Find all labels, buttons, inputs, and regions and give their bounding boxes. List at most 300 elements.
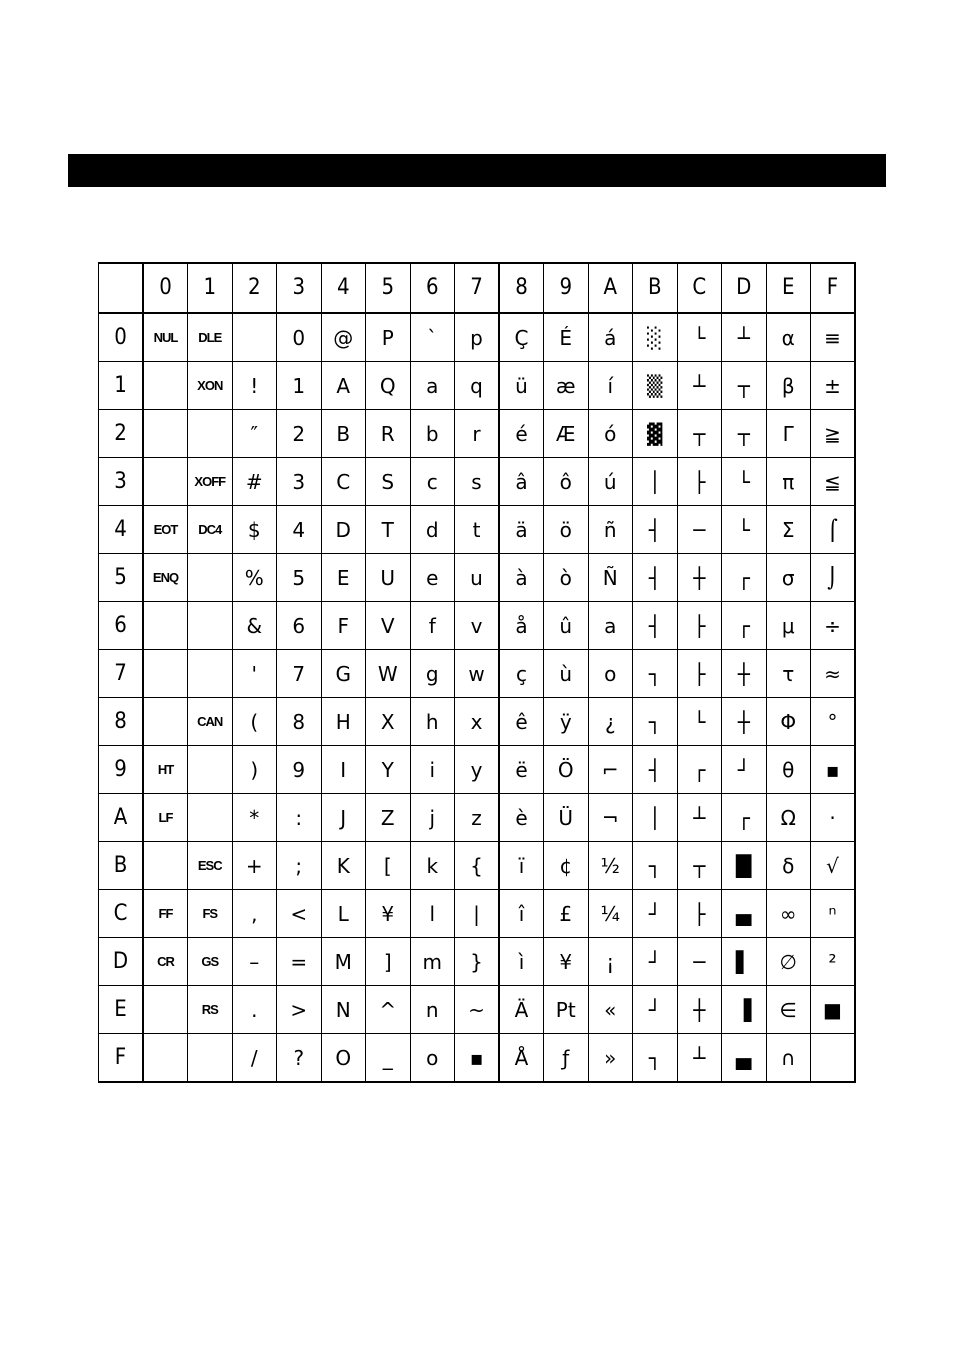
row-header: 4 — [99, 506, 144, 554]
char-cell: » — [588, 1034, 633, 1083]
char-cell: ┼ — [722, 698, 767, 746]
char-cell: L — [321, 890, 366, 938]
char-cell: ! — [232, 362, 277, 410]
char-cell: 0 — [277, 313, 322, 362]
char-cell: ├ — [677, 890, 722, 938]
char-cell: É — [544, 313, 589, 362]
char-cell: Z — [366, 794, 411, 842]
table-row — [99, 890, 856, 938]
char-cell: ° — [811, 698, 856, 746]
char-cell: ┴ — [677, 794, 722, 842]
char-cell: V — [366, 602, 411, 650]
char-cell: ▓ — [633, 410, 678, 458]
character-code-table — [98, 262, 856, 1083]
char-cell: Q — [366, 362, 411, 410]
corner-cell — [99, 263, 144, 313]
char-cell: B — [321, 410, 366, 458]
char-cell: j — [410, 794, 455, 842]
char-cell — [188, 554, 233, 602]
char-cell — [143, 410, 188, 458]
char-cell: ┼ — [677, 554, 722, 602]
char-cell: ▒ — [633, 362, 678, 410]
char-cell: ÿ — [544, 698, 589, 746]
char-cell: ¿ — [588, 698, 633, 746]
char-cell: X — [366, 698, 411, 746]
table-row — [99, 458, 856, 506]
char-cell: / — [232, 1034, 277, 1083]
char-cell: ` — [410, 313, 455, 362]
char-cell: DLE — [188, 313, 233, 362]
char-cell: ┘ — [633, 938, 678, 986]
char-cell: GS — [188, 938, 233, 986]
char-cell: ├ — [677, 458, 722, 506]
char-cell: ┘ — [722, 746, 767, 794]
column-header: 8 — [499, 263, 544, 313]
char-cell: LF — [143, 794, 188, 842]
char-cell: ┬ — [722, 410, 767, 458]
char-cell: P — [366, 313, 411, 362]
column-header: 1 — [188, 263, 233, 313]
char-cell: U — [366, 554, 411, 602]
char-cell: * — [232, 794, 277, 842]
char-cell: & — [232, 602, 277, 650]
char-cell — [143, 602, 188, 650]
char-cell: ⌐ — [588, 746, 633, 794]
char-cell: ░ — [633, 313, 678, 362]
char-cell: ∩ — [766, 1034, 811, 1083]
char-cell: ┤ — [633, 554, 678, 602]
char-cell: x — [455, 698, 500, 746]
char-cell: ┐ — [633, 842, 678, 890]
char-cell: │ — [633, 794, 678, 842]
char-cell: H — [321, 698, 366, 746]
char-cell: W — [366, 650, 411, 698]
char-cell: å — [499, 602, 544, 650]
char-cell: f — [410, 602, 455, 650]
char-cell: ─ — [677, 938, 722, 986]
char-cell — [232, 313, 277, 362]
char-cell: ┴ — [677, 1034, 722, 1083]
char-cell: ┌ — [722, 554, 767, 602]
char-cell: Å — [499, 1034, 544, 1083]
char-cell: < — [277, 890, 322, 938]
char-cell: è — [499, 794, 544, 842]
char-cell: u — [455, 554, 500, 602]
column-header: 9 — [544, 263, 589, 313]
table-row — [99, 506, 856, 554]
char-cell: XOFF — [188, 458, 233, 506]
column-header: 7 — [455, 263, 500, 313]
row-header: B — [99, 842, 144, 890]
char-cell: – — [232, 938, 277, 986]
table-row — [99, 313, 856, 362]
char-cell: ê — [499, 698, 544, 746]
char-cell: ² — [811, 938, 856, 986]
char-cell: ■ — [811, 986, 856, 1034]
char-cell: J — [321, 794, 366, 842]
char-cell — [188, 650, 233, 698]
char-cell: └ — [722, 506, 767, 554]
char-cell: £ — [544, 890, 589, 938]
char-cell: ≧ — [811, 410, 856, 458]
char-cell: ÷ — [811, 602, 856, 650]
char-cell: └ — [722, 458, 767, 506]
char-cell: c — [410, 458, 455, 506]
char-cell: t — [455, 506, 500, 554]
char-cell: ┴ — [722, 313, 767, 362]
char-cell: ┘ — [633, 986, 678, 1034]
char-cell: ~ — [455, 986, 500, 1034]
char-cell: ¥ — [366, 890, 411, 938]
char-cell: ▪ — [811, 746, 856, 794]
char-cell: T — [366, 506, 411, 554]
char-cell — [143, 986, 188, 1034]
char-cell: XON — [188, 362, 233, 410]
table-row — [99, 554, 856, 602]
char-cell: a — [410, 362, 455, 410]
char-cell: A — [321, 362, 366, 410]
char-cell: o — [410, 1034, 455, 1083]
table-row — [99, 650, 856, 698]
column-header: 3 — [277, 263, 322, 313]
char-cell: ½ — [588, 842, 633, 890]
char-cell: F — [321, 602, 366, 650]
char-cell — [143, 698, 188, 746]
char-cell: ì — [499, 938, 544, 986]
char-cell: Æ — [544, 410, 589, 458]
char-cell: ├ — [677, 602, 722, 650]
char-cell — [143, 458, 188, 506]
char-cell: ) — [232, 746, 277, 794]
table-row — [99, 842, 856, 890]
char-cell — [188, 794, 233, 842]
char-cell: ▐ — [722, 986, 767, 1034]
char-cell: CAN — [188, 698, 233, 746]
row-header: 3 — [99, 458, 144, 506]
char-cell: C — [321, 458, 366, 506]
char-cell: v — [455, 602, 500, 650]
char-cell: ▪ — [455, 1034, 500, 1083]
table-row — [99, 698, 856, 746]
char-cell: N — [321, 986, 366, 1034]
char-cell: % — [232, 554, 277, 602]
char-cell: FF — [143, 890, 188, 938]
row-header: 9 — [99, 746, 144, 794]
char-cell: h — [410, 698, 455, 746]
char-cell: â — [499, 458, 544, 506]
char-cell: RS — [188, 986, 233, 1034]
char-cell: æ — [544, 362, 589, 410]
char-cell: Ç — [499, 313, 544, 362]
char-cell: g — [410, 650, 455, 698]
char-cell: ∞ — [766, 890, 811, 938]
char-cell: l — [410, 890, 455, 938]
table-row — [99, 938, 856, 986]
char-cell: O — [321, 1034, 366, 1083]
char-cell: é — [499, 410, 544, 458]
char-cell: 5 — [277, 554, 322, 602]
char-cell: 8 — [277, 698, 322, 746]
char-cell: : — [277, 794, 322, 842]
char-cell: β — [766, 362, 811, 410]
char-cell: ô — [544, 458, 589, 506]
char-cell: EOT — [143, 506, 188, 554]
row-header: F — [99, 1034, 144, 1083]
char-cell: q — [455, 362, 500, 410]
char-cell: o — [588, 650, 633, 698]
char-cell: $ — [232, 506, 277, 554]
char-cell: Y — [366, 746, 411, 794]
char-cell: ü — [499, 362, 544, 410]
char-cell: DC4 — [188, 506, 233, 554]
char-cell: e — [410, 554, 455, 602]
table-row — [99, 362, 856, 410]
row-header: 8 — [99, 698, 144, 746]
char-cell: K — [321, 842, 366, 890]
char-cell: D — [321, 506, 366, 554]
char-cell: ⁿ — [811, 890, 856, 938]
row-header: 7 — [99, 650, 144, 698]
char-cell: s — [455, 458, 500, 506]
char-cell: 2 — [277, 410, 322, 458]
char-cell: ¼ — [588, 890, 633, 938]
column-header: 5 — [366, 263, 411, 313]
char-cell: ƒ — [544, 1034, 589, 1083]
char-cell: ' — [232, 650, 277, 698]
row-header: 5 — [99, 554, 144, 602]
column-header: A — [588, 263, 633, 313]
char-cell: ─ — [677, 506, 722, 554]
row-header: 2 — [99, 410, 144, 458]
char-cell: ┌ — [722, 602, 767, 650]
char-cell: 3 — [277, 458, 322, 506]
char-cell: r — [455, 410, 500, 458]
column-header: 0 — [143, 263, 188, 313]
char-cell: a — [588, 602, 633, 650]
column-header: C — [677, 263, 722, 313]
char-cell: ñ — [588, 506, 633, 554]
char-cell: Γ — [766, 410, 811, 458]
char-cell: ▄ — [722, 1034, 767, 1083]
char-cell: ┌ — [722, 794, 767, 842]
char-cell: └ — [677, 698, 722, 746]
char-cell: ▄ — [722, 890, 767, 938]
column-header: D — [722, 263, 767, 313]
char-cell: d — [410, 506, 455, 554]
char-cell — [811, 1034, 856, 1083]
char-cell — [188, 602, 233, 650]
char-cell — [143, 842, 188, 890]
char-cell: z — [455, 794, 500, 842]
char-cell — [188, 410, 233, 458]
char-cell: ⌡ — [811, 554, 856, 602]
char-cell: μ — [766, 602, 811, 650]
char-cell: ¥ — [544, 938, 589, 986]
char-cell: ∅ — [766, 938, 811, 986]
char-cell: CR — [143, 938, 188, 986]
title-bar — [68, 154, 886, 187]
column-header: E — [766, 263, 811, 313]
char-cell — [188, 746, 233, 794]
table-row — [99, 410, 856, 458]
header-row — [99, 263, 856, 313]
char-cell: Ü — [544, 794, 589, 842]
char-cell: ^ — [366, 986, 411, 1034]
char-cell: ┐ — [633, 650, 678, 698]
row-header: 1 — [99, 362, 144, 410]
char-cell: ä — [499, 506, 544, 554]
column-header: 4 — [321, 263, 366, 313]
char-cell: ¢ — [544, 842, 589, 890]
char-cell: └ — [677, 313, 722, 362]
char-cell: { — [455, 842, 500, 890]
char-cell: ¬ — [588, 794, 633, 842]
char-cell: w — [455, 650, 500, 698]
char-cell: ESC — [188, 842, 233, 890]
char-cell: Φ — [766, 698, 811, 746]
char-cell: R — [366, 410, 411, 458]
char-cell — [143, 1034, 188, 1083]
char-cell: ┤ — [633, 506, 678, 554]
char-cell: ≦ — [811, 458, 856, 506]
char-cell: ┐ — [633, 1034, 678, 1083]
char-cell: ë — [499, 746, 544, 794]
char-cell: ┬ — [677, 410, 722, 458]
char-cell: ┌ — [677, 746, 722, 794]
column-header: 2 — [232, 263, 277, 313]
char-cell: ï — [499, 842, 544, 890]
char-cell: + — [232, 842, 277, 890]
char-cell: G — [321, 650, 366, 698]
row-header: D — [99, 938, 144, 986]
char-cell: π — [766, 458, 811, 506]
table-row — [99, 1034, 856, 1083]
char-cell: . — [232, 986, 277, 1034]
char-cell: ≡ — [811, 313, 856, 362]
char-cell: ù — [544, 650, 589, 698]
char-cell: · — [811, 794, 856, 842]
char-cell: _ — [366, 1034, 411, 1083]
char-cell: σ — [766, 554, 811, 602]
char-cell: í — [588, 362, 633, 410]
char-cell: i — [410, 746, 455, 794]
column-header: 6 — [410, 263, 455, 313]
char-cell: ┬ — [722, 362, 767, 410]
char-cell: Σ — [766, 506, 811, 554]
char-cell — [143, 650, 188, 698]
char-cell: █ — [722, 842, 767, 890]
char-cell: = — [277, 938, 322, 986]
char-cell: « — [588, 986, 633, 1034]
char-cell: I — [321, 746, 366, 794]
row-header: A — [99, 794, 144, 842]
column-header: F — [811, 263, 856, 313]
char-cell: δ — [766, 842, 811, 890]
char-cell: [ — [366, 842, 411, 890]
char-cell: Ä — [499, 986, 544, 1034]
char-cell: ┐ — [633, 698, 678, 746]
char-cell: ; — [277, 842, 322, 890]
row-header: E — [99, 986, 144, 1034]
char-cell — [188, 1034, 233, 1083]
char-cell: E — [321, 554, 366, 602]
char-cell: ≈ — [811, 650, 856, 698]
char-cell: | — [455, 890, 500, 938]
char-cell: 6 — [277, 602, 322, 650]
char-cell: p — [455, 313, 500, 362]
table-row — [99, 794, 856, 842]
char-cell: ▌ — [722, 938, 767, 986]
char-cell: ┴ — [677, 362, 722, 410]
char-cell: ┘ — [633, 890, 678, 938]
char-cell: y — [455, 746, 500, 794]
row-header: C — [99, 890, 144, 938]
char-cell: @ — [321, 313, 366, 362]
char-cell: ó — [588, 410, 633, 458]
char-cell: ┼ — [677, 986, 722, 1034]
char-cell: à — [499, 554, 544, 602]
char-cell: ± — [811, 362, 856, 410]
char-cell: ç — [499, 650, 544, 698]
char-cell: ├ — [677, 650, 722, 698]
char-cell: ∈ — [766, 986, 811, 1034]
char-cell: ″ — [232, 410, 277, 458]
table-row — [99, 746, 856, 794]
row-header: 6 — [99, 602, 144, 650]
table-row — [99, 986, 856, 1034]
char-cell: α — [766, 313, 811, 362]
char-cell: > — [277, 986, 322, 1034]
char-cell: 9 — [277, 746, 322, 794]
char-cell: 7 — [277, 650, 322, 698]
char-cell: M — [321, 938, 366, 986]
char-cell: 4 — [277, 506, 322, 554]
char-cell: î — [499, 890, 544, 938]
table-row — [99, 602, 856, 650]
char-cell: ┤ — [633, 746, 678, 794]
char-cell: ENQ — [143, 554, 188, 602]
char-cell: HT — [143, 746, 188, 794]
char-cell: ö — [544, 506, 589, 554]
char-cell: 1 — [277, 362, 322, 410]
char-cell: θ — [766, 746, 811, 794]
char-cell: ⌠ — [811, 506, 856, 554]
char-cell: b — [410, 410, 455, 458]
char-cell: , — [232, 890, 277, 938]
char-cell: ┬ — [677, 842, 722, 890]
char-cell: Ñ — [588, 554, 633, 602]
char-cell: √ — [811, 842, 856, 890]
char-cell: Ö — [544, 746, 589, 794]
char-cell: ┼ — [722, 650, 767, 698]
char-cell: k — [410, 842, 455, 890]
char-cell: ? — [277, 1034, 322, 1083]
char-cell: Pt — [544, 986, 589, 1034]
char-cell: ò — [544, 554, 589, 602]
char-cell: NUL — [143, 313, 188, 362]
char-cell: n — [410, 986, 455, 1034]
char-cell: τ — [766, 650, 811, 698]
char-cell: S — [366, 458, 411, 506]
char-cell — [143, 362, 188, 410]
char-cell: ] — [366, 938, 411, 986]
char-cell: û — [544, 602, 589, 650]
char-cell: ( — [232, 698, 277, 746]
row-header: 0 — [99, 313, 144, 362]
column-header: B — [633, 263, 678, 313]
char-cell: Ω — [766, 794, 811, 842]
char-cell: FS — [188, 890, 233, 938]
